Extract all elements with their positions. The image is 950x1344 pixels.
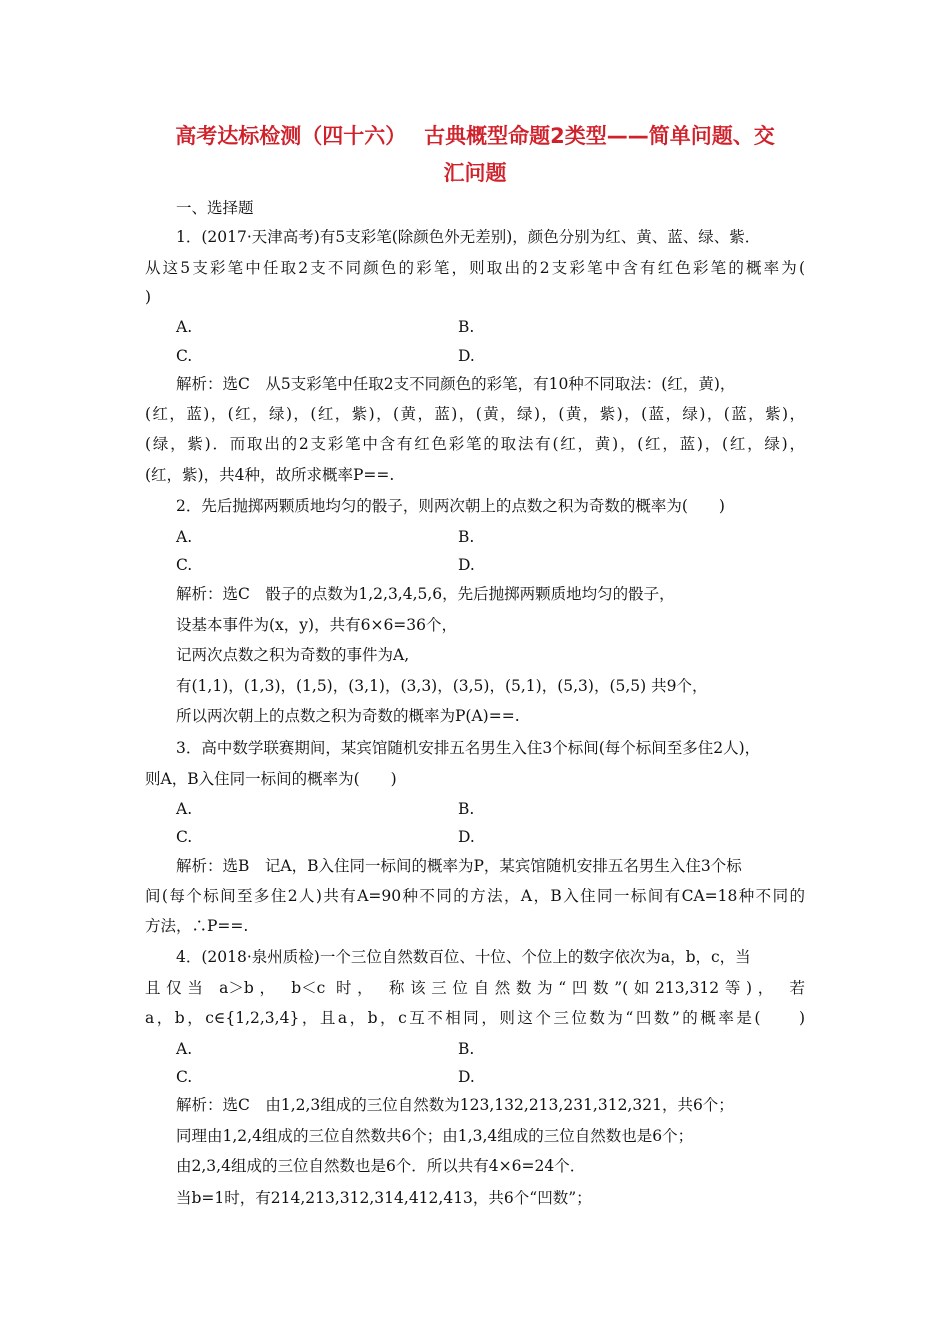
page-title-line-1: 高考达标检测（四十六） 古典概型命题2类型——简单问题、交 [175, 124, 775, 148]
q3-solution-line-1: 解析：选B 记A，B入住同一标间的概率为P，某宾馆随机安排五名男生入住3个标 [176, 857, 742, 875]
q4-option-d: D. [458, 1068, 475, 1086]
q2-option-b: B. [458, 528, 475, 546]
q1-stem-line-3: ) [145, 288, 152, 306]
q4-option-b: B. [458, 1040, 475, 1058]
section-heading: 一、选择题 [176, 199, 254, 217]
q4-solution-line-1: 解析：选C 由1,2,3组成的三位自然数为123,132,213,231,312,321，共6个； [176, 1096, 734, 1114]
q2-solution-line-5: 所以两次朝上的点数之积为奇数的概率为P(A)==. [176, 707, 520, 725]
q1-stem-line-1: 1．(2017·天津高考)有5支彩笔(除颜色外无差别)，颜色分别为红、黄、蓝、绿、紫． [176, 228, 761, 246]
q4-option-a: A. [176, 1040, 193, 1058]
page-title-line-2: 汇问题 [443, 161, 507, 185]
q3-stem-line-2: 则A，B入住同一标间的概率为( ) [145, 770, 397, 788]
q2-solution-line-2: 设基本事件为(x，y)，共有6×6=36个， [176, 616, 458, 634]
q2-stem-line-1: 2．先后抛掷两颗质地均匀的骰子，则两次朝上的点数之积为奇数的概率为( ) [176, 497, 725, 515]
q3-stem-line-1: 3．高中数学联赛期间，某宾馆随机安排五名男生入住3个标间(每个标间至多住2人)， [176, 739, 761, 757]
q4-stem-line-2: 且仅当 a＞b， b＜c 时， 称该三位自然数为“凹数”(如213,312等)， 若 [145, 979, 805, 997]
q4-option-c: C. [176, 1068, 193, 1086]
q2-option-a: A. [176, 528, 193, 546]
q1-solution-line-2: (红，蓝)，(红，绿)，(红，紫)，(黄，蓝)，(黄，绿)，(黄，紫)，(蓝，绿)，(蓝，紫)， [145, 405, 805, 423]
q1-solution-line-4: (红，紫)，共4种，故所求概率P==. [145, 466, 395, 484]
q1-option-a: A. [176, 318, 193, 336]
q2-option-d: D. [458, 556, 475, 574]
q2-option-c: C. [176, 556, 193, 574]
q1-option-b: B. [458, 318, 475, 336]
q1-solution-line-3: (绿，紫)．而取出的2支彩笔中含有红色彩笔的取法有(红，黄)，(红，蓝)，(红，绿)， [145, 435, 805, 453]
q3-option-a: A. [176, 800, 193, 818]
q1-stem-line-2: 从这5支彩笔中任取2支不同颜色的彩笔，则取出的2支彩笔中含有红色彩笔的概率为( [145, 259, 805, 277]
q3-option-b: B. [458, 800, 475, 818]
q3-option-c: C. [176, 828, 193, 846]
q1-option-c: C. [176, 347, 193, 365]
q2-solution-line-4: 有(1,1)，(1,3)，(1,5)，(3,1)，(3,3)，(3,5)，(5,1)，(5,3)，(5,5) 共9个， [176, 677, 708, 695]
q2-solution-line-1: 解析：选C 骰子的点数为1,2,3,4,5,6，先后抛掷两颗质地均匀的骰子， [176, 585, 675, 603]
q2-solution-line-3: 记两次点数之积为奇数的事件为A, [176, 646, 410, 664]
q3-solution-line-2: 间(每个标间至多住2人)共有A=90种不同的方法，A，B入住同一标间有CA=18种不同的 [145, 887, 805, 905]
q4-solution-line-2: 同理由1,2,4组成的三位自然数共6个；由1,3,4组成的三位自然数也是6个； [176, 1127, 694, 1145]
q4-solution-line-3: 由2,3,4组成的三位自然数也是6个．所以共有4×6=24个． [176, 1157, 586, 1175]
q4-solution-line-4: 当b=1时，有214,213,312,314,412,413，共6个“凹数”； [176, 1189, 592, 1207]
q4-stem-line-1: 4．(2018·泉州质检)一个三位自然数百位、十位、个位上的数字依次为a，b，c，当 [176, 948, 751, 966]
q1-option-d: D. [458, 347, 475, 365]
q1-solution-line-1: 解析：选C 从5支彩笔中任取2支不同颜色的彩笔，有10种不同取法：(红，黄)， [176, 375, 736, 393]
q4-stem-line-3: a，b，c∈{1,2,3,4}，且a，b，c互不相同，则这个三位数为“凹数”的概率是( ) [145, 1009, 805, 1027]
q3-solution-line-3: 方法，∴P==. [145, 917, 249, 935]
q3-option-d: D. [458, 828, 475, 846]
